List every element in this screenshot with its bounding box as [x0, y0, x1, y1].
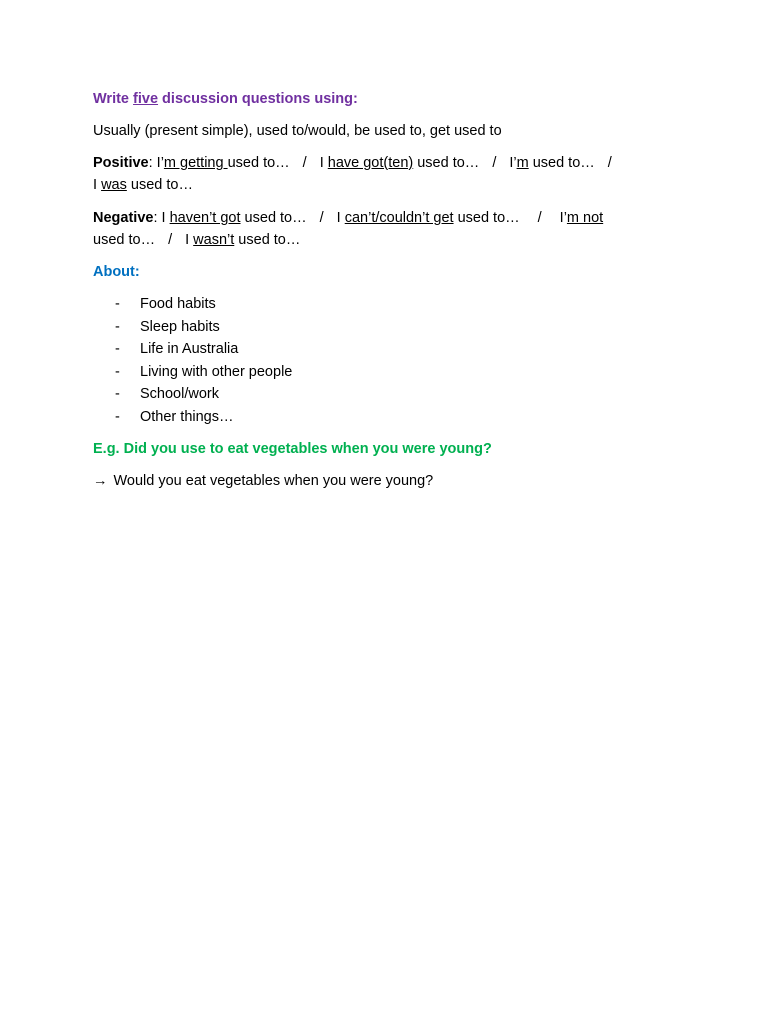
- negative-havent-got: haven’t got: [169, 210, 241, 226]
- example-answer: Would you eat vegetables when you were young?: [113, 473, 434, 489]
- positive-m: m: [516, 155, 529, 171]
- negative-line: [93, 207, 603, 229]
- list-item: [115, 406, 292, 429]
- positive-i-2: I: [93, 177, 102, 193]
- positive-used-to-2: used to…: [413, 155, 480, 171]
- negative-im-pre: I’: [559, 210, 567, 226]
- list-item: [115, 361, 292, 384]
- positive-slash-1: /: [302, 155, 307, 171]
- list-item: [115, 383, 292, 406]
- negative-m-not: m not: [566, 210, 604, 226]
- positive-was: was: [101, 177, 127, 193]
- positive-line: [93, 152, 625, 174]
- example-question: E.g. Did you use to eat vegetables when you were young?: [93, 441, 492, 457]
- list-dash: -: [115, 296, 120, 312]
- negative-i-1: I: [336, 210, 345, 226]
- negative-wasnt: wasn’t: [193, 232, 235, 248]
- list-dash: -: [115, 341, 120, 357]
- forms-line: Usually (present simple), used to/would, be used to, get used to: [93, 123, 502, 139]
- negative-slash-1: /: [319, 210, 324, 226]
- instruction-heading-pre: Write: [93, 91, 134, 107]
- list-item: [115, 293, 292, 316]
- negative-used-to-4: used to…: [234, 232, 301, 248]
- negative-cant: can’t/couldn’t get: [344, 210, 454, 226]
- negative-used-to-3: used to…: [93, 232, 156, 248]
- positive-used-to-3: used to…: [528, 155, 595, 171]
- positive-i-1: I: [319, 155, 328, 171]
- list-item-text: Other things…: [140, 408, 234, 425]
- list-item: [115, 338, 292, 361]
- list-dash: -: [115, 318, 120, 335]
- about-heading: About:: [93, 264, 140, 280]
- positive-have-got: have got(ten): [327, 155, 414, 171]
- right-arrow-icon: →: [93, 473, 108, 489]
- list-dash: -: [115, 363, 120, 380]
- list-dash: -: [115, 408, 120, 425]
- positive-label: Positive: [93, 155, 149, 171]
- negative-used-to-2: used to…: [453, 210, 520, 226]
- instruction-heading-five: five: [133, 91, 159, 107]
- list-item-text: Food habits: [140, 296, 216, 312]
- list-item-text: Life in Australia: [140, 341, 239, 357]
- positive-slash-2: /: [492, 155, 497, 171]
- positive-m-getting: m getting: [163, 155, 228, 171]
- about-list: [115, 293, 292, 428]
- negative-colon: : I: [153, 210, 170, 226]
- negative-slash-2: /: [537, 210, 542, 226]
- list-item-text: School/work: [140, 386, 219, 402]
- negative-label: Negative: [93, 210, 154, 226]
- list-dash: -: [115, 386, 120, 402]
- example-answer-line: [93, 470, 433, 492]
- negative-slash-3: /: [168, 232, 173, 248]
- positive-used-to-4: used to…: [126, 177, 193, 193]
- positive-im-pre: I’: [509, 155, 517, 171]
- negative-i-2: I: [185, 232, 194, 248]
- positive-slash-3: /: [607, 155, 612, 171]
- instruction-heading: [93, 88, 358, 110]
- negative-line-2: [93, 229, 300, 251]
- positive-colon: : I’: [148, 155, 164, 171]
- negative-used-to-1: used to…: [240, 210, 307, 226]
- list-item: [115, 316, 292, 339]
- instruction-heading-post: discussion questions using:: [158, 91, 358, 107]
- positive-used-to-1: used to…: [227, 155, 290, 171]
- list-item-text: Living with other people: [140, 363, 293, 380]
- positive-line-2: [93, 174, 193, 196]
- list-item-text: Sleep habits: [140, 318, 220, 335]
